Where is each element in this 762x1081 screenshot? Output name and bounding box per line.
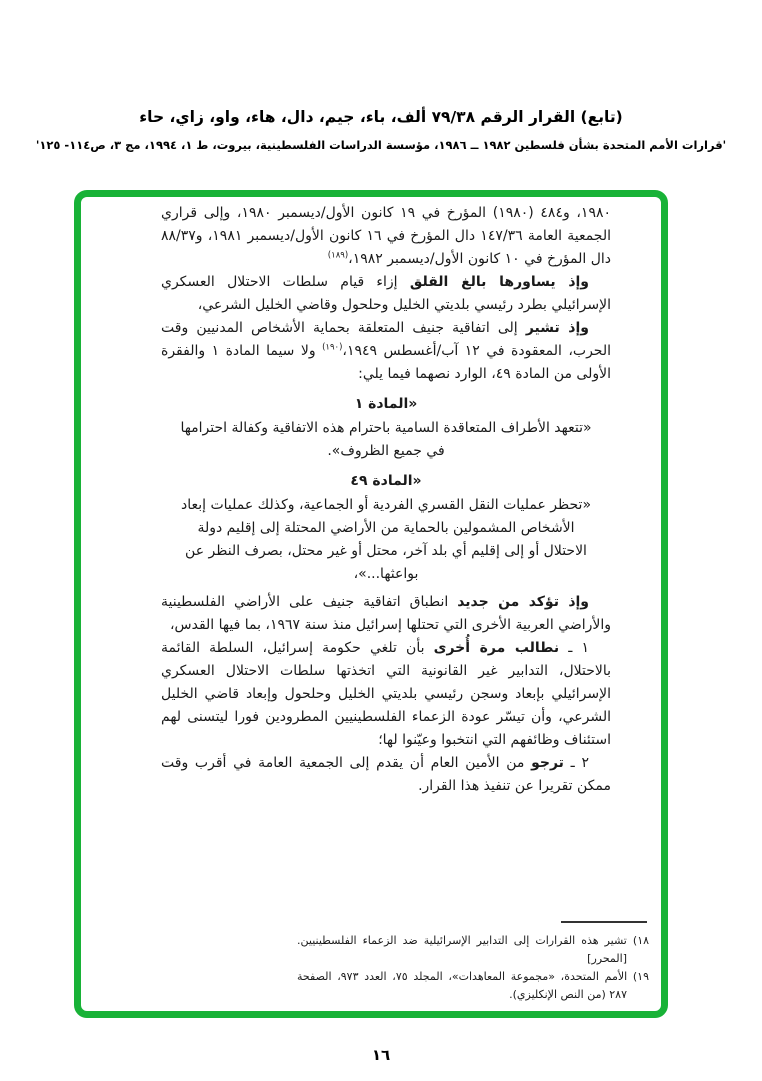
- footnote-reference-189: (١٨٩): [327, 250, 349, 261]
- paragraph-text: انطباق اتفاقية جنيف على الأراضي الفلسطينية والأراضي العربية الأخرى التي تحتلها إسرائيل منذ سنة ١٩٦٧، بما فيها القدس،: [161, 594, 611, 633]
- paragraph-text: إزاء قيام سلطات الاحتلال العسكري الإسرائيلي بطرد رئيسي بلديتي الخليل وحلحول وقاضي الخليل الشرعي،: [161, 274, 611, 313]
- resolution-text: [81, 197, 661, 903]
- paragraph-text: من الأمين العام أن يقدم إلى الجمعية العامة في أقرب وقت ممكن تقريرا عن تنفيذ هذا القرار.: [161, 755, 611, 794]
- paragraph-gravely-concerned: [161, 271, 611, 317]
- paragraph-lead: ترجو: [531, 755, 564, 771]
- item-number: ٢ ـ: [570, 755, 590, 771]
- article-49-heading: «المادة ٤٩: [350, 473, 422, 489]
- source-citation: 'قرارات الأمم المتحدة بشأن فلسطين ١٩٨٢ ــ ١٩٨٦، مؤسسة الدراسات الفلسطينية، بيروت، ط ١، ١٩٩٤، مج ٣، ص١١٤- ١٢٥': [35, 138, 727, 152]
- article-1-quote: «تتعهد الأطراف المتعاقدة السامية باحترام هذه الاتفاقية وكفالة احترامها في جميع الظروف».: [180, 420, 592, 459]
- article-49-quote: «تحظر عمليات النقل القسري الفردية أو الجماعية، وكذلك عمليات إبعاد الأشخاص المشمولين بالحماية من الأراضي المحتلة إلى إقليم دولة الاحتلال أو إلى إقليم أي بلد آخر، محتل أو غير محتل، بصرف النظر عن بواعثها...»،: [180, 497, 592, 582]
- paragraph-lead: وإذ تشير: [525, 320, 589, 336]
- footnote-reference-190: (١٩٠): [322, 342, 343, 353]
- footnote-marker: ١٩): [632, 970, 649, 983]
- paragraph-recalling-geneva-convention: [161, 317, 611, 386]
- paragraph-text: إلى اتفاقية جنيف المتعلقة بحماية الأشخاص المدنيين وقت الحرب، المعقودة في ١٢ آب/أغسطس ١٩٤٩،: [161, 320, 611, 359]
- operative-paragraph-1: [161, 637, 611, 752]
- page-number: ١٦: [371, 1046, 391, 1064]
- footnote-18: [297, 932, 649, 968]
- paragraph-text: ولا سيما المادة ١ والفقرة الأولى من المادة ٤٩، الوارد نصهما فيما يلي:: [161, 343, 611, 382]
- footnote-text: الأمم المتحدة، «مجموعة المعاهدات»، المجلد ٧٥، العدد ٩٧٣، الصفحة ٢٨٧ (من النص الإنكليزي).: [297, 970, 628, 1001]
- page-header: [0, 106, 762, 153]
- paragraph-lead: نطالب مرة أُخرى: [433, 640, 560, 656]
- paragraph-lead: وإذ تؤكد من جديد: [457, 594, 590, 610]
- resolution-title: (تابع) القرار الرقم ٧٩/٣٨ ألف، باء، جيم، دال، هاء، واو، زاي، حاء: [139, 108, 623, 126]
- footnote-text: تشير هذه القرارات إلى التدابير الإسرائيلية ضد الزعماء الفلسطينيين. [المحرر]: [297, 934, 627, 965]
- footnote-marker: ١٨): [632, 934, 650, 947]
- footnote-separator-line: [561, 921, 647, 923]
- article-1-heading: «المادة ١: [354, 396, 418, 412]
- paragraph-text: بأن تلغي حكومة إسرائيل، السلطة القائمة بالاحتلال، التدابير غير القانونية التي اتخذتها سلطات الاحتلال العسكري الإسرائيلي بإبعاد وسجن رئيسي بلديتي الخليل وحلحول وإبعاد قاضي الخليل الشرعي، وأن تيسّر عودة الزعماء الفلسطينيين المطرودين فورا ليتسنى لهم استئناف وظائفهم التي انتخبوا وعيّنوا لها؛: [161, 640, 611, 748]
- paragraph-lead: وإذ يساورها بالغ القلق: [409, 274, 590, 290]
- operative-paragraph-2: [161, 752, 611, 798]
- item-number: ١ ـ: [568, 640, 590, 656]
- paragraph-reaffirming-applicability: [161, 591, 611, 637]
- paragraph-recalling-resolutions: [161, 202, 611, 271]
- footnotes-block: [297, 921, 649, 1004]
- footnote-19: [297, 968, 649, 1004]
- paragraph-text: ١٩٨٠، و٤٨٤ (١٩٨٠) المؤرخ في ١٩ كانون الأول/ديسمبر ١٩٨٠، وإلى قراري الجمعية العامة ١٤٧/٣٦ دال المؤرخ في ١٦ كانون الأول/ديسمبر ١٩٨١، و٨٨/٣٧ دال المؤرخ في ١٠ كانون الأول/ديسمبر ١٩٨٢،: [161, 205, 611, 267]
- highlight-frame: [74, 190, 668, 1018]
